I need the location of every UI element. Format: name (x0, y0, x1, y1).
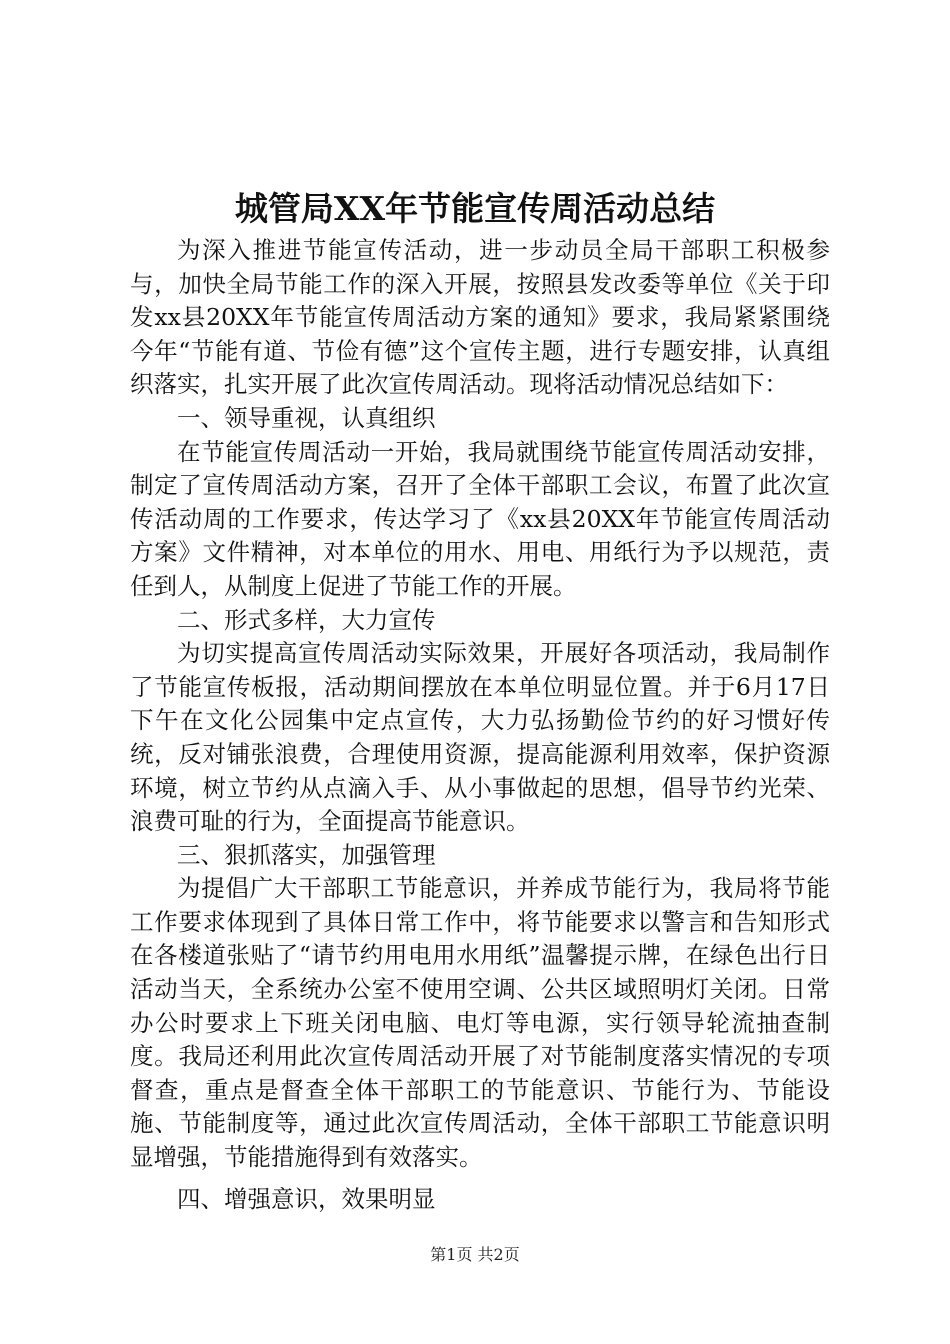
document-body (130, 234, 830, 1216)
section-heading-4: 四、增强意识，效果明显 (177, 1184, 436, 1213)
section-body-3: 为提倡广大干部职工节能意识，并养成节能行为，我局将节能工作要求体现到了具体日常工作中，将节能要求以警言和告知形式在各楼道张贴了“请节约用电用水用纸”温馨提示牌，在绿色出行日活动当天，全系统办公室不使用空调、公共区域照明灯关闭。日常办公时要求上下班关闭电脑、电灯等电源，实行领导轮流抽查制度。我局还利用此次宣传周活动开展了对节能制度落实情况的专项督查，重点是督查全体干部职工的节能意识、节能行为、节能设施、节能制度等，通过此次宣传周活动，全体干部职工节能意识明显增强，节能措施得到有效落实。 (130, 874, 830, 1172)
section-body-1: 在节能宣传周活动一开始，我局就围绕节能宣传周活动安排，制定了宣传周活动方案，召开了全体干部职工会议，布置了此次宣传活动周的工作要求，传达学习了《xx县20XX年节能宣传周活动方案》文件精神，对本单位的用水、用电、用纸行为予以规范，责任到人，从制度上促进了节能工作的开展。 (130, 437, 830, 600)
page-footer: 第1页 共2页 (430, 1245, 520, 1264)
section-heading-3: 三、狠抓落实，加强管理 (177, 840, 436, 869)
section-heading-1: 一、领导重视，认真组织 (177, 403, 436, 432)
section-body-2: 为切实提高宣传周活动实际效果，开展好各项活动，我局制作了节能宣传板报，活动期间摆放在本单位明显位置。并于6月17日下午在文化公园集中定点宣传，大力弘扬勤俭节约的好习惯好传统，反对铺张浪费，合理使用资源，提高能源利用效率，保护资源环境，树立节约从点滴入手、从小事做起的思想，倡导节约光荣、浪费可耻的行为，全面提高节能意识。 (130, 639, 830, 836)
section-heading-2: 二、形式多样，大力宣传 (177, 605, 436, 634)
document-title: 城管局XX年节能宣传周活动总结 (234, 189, 716, 228)
intro-paragraph: 为深入推进节能宣传活动，进一步动员全局干部职工积极参与，加快全局节能工作的深入开展，按照县发改委等单位《关于印发xx县20XX年节能宣传周活动方案的通知》要求，我局紧紧围绕今年“节能有道、节俭有德”这个宣传主题，进行专题安排，认真组织落实，扎实开展了此次宣传周活动。现将活动情况总结如下： (130, 236, 830, 399)
